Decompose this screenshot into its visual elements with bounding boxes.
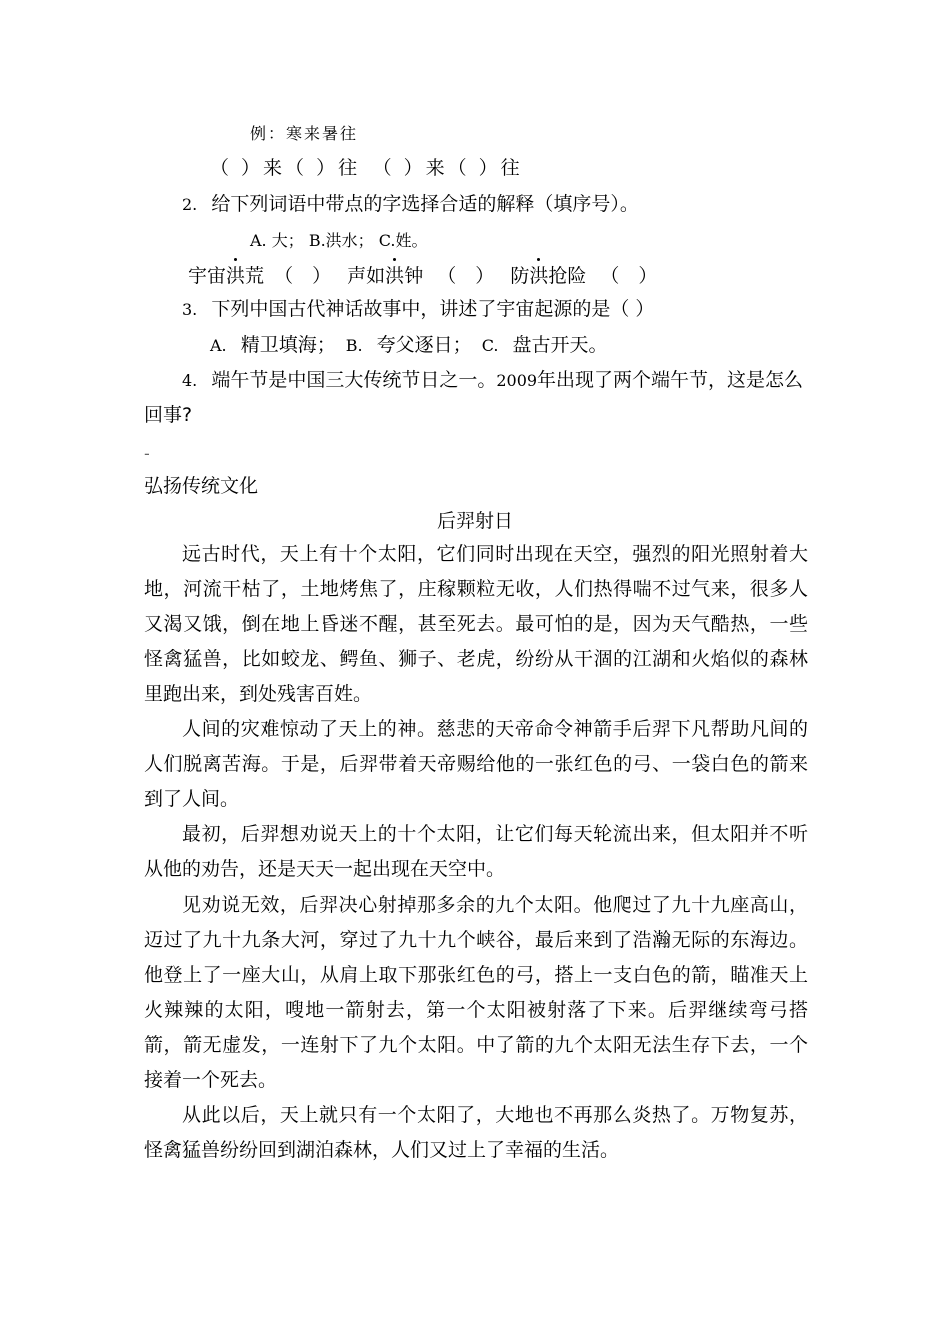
question-number: 4.	[182, 371, 198, 390]
question-number: 2.	[182, 195, 198, 214]
question-4-line2: 回事?	[144, 404, 193, 426]
section-title: 弘扬传统文化	[144, 475, 259, 497]
story-paragraph: 远古时代，天上有十个太阳，它们同时出现在天空，强烈的阳光照射着大地，河流干枯了，土地烤焦了，庄稼颗粒无收，人们热得喘不过气来，很多人又渴又饿，倒在地上昏迷不醒，甚至死去。最可怕的是，因为天气酷热，一些怪禽猛兽，比如蛟龙、鳄鱼、狮子、老虎，纷纷从干涸的江湖和火焰似的森林里跑出来，到处残害百姓。	[144, 543, 808, 705]
question-2	[182, 192, 639, 217]
story-title: 后羿射日	[436, 510, 513, 532]
q2-options: A. 大； B.洪水； C.姓。	[250, 231, 428, 250]
question-4: 4. 端午节是中国三大传统节日之一。2009年出现了两个端午节，这是怎么	[182, 369, 804, 391]
example-text: 例：寒来暑往	[250, 124, 359, 143]
fill-blank-line: （ ）来（ ）往 （ ）来（ ）往	[210, 157, 523, 179]
answer-blank[interactable]: （ ）	[274, 265, 332, 287]
story-paragraph: 从此以后，天上就只有一个太阳了，大地也不再那么炎热了。万物复苏，怪禽猛兽纷纷回到湖泊森林，人们又过上了幸福的生活。	[144, 1104, 808, 1161]
story-paragraph: 人间的灾难惊动了天上的神。慈悲的天帝命令神箭手后羿下凡帮助凡间的人们脱离苦海。于是，后羿带着天帝赐给他的一张红色的弓、一袋白色的箭来到了人间。	[144, 718, 808, 810]
answer-blank[interactable]: （ ）	[600, 265, 658, 287]
story-paragraph: 见劝说无效，后羿决心射掉那多余的九个太阳。他爬过了九十九座高山，迈过了九十九条大河，穿过了九十九个峡谷，最后来到了浩瀚无际的东海边。他登上了一座大山，从肩上取下那张红色的弓，搭上一支白色的箭，瞄准天上火辣辣的太阳，嗖地一箭射去，第一个太阳被射落了下来。后羿继续弯弓搭箭，箭无虚发，一连射下了九个太阳。中了箭的九个太阳无法生存下去，一个接着一个死去。	[144, 894, 808, 1091]
word-3: 防洪抢险	[510, 265, 587, 287]
question-number: 3.	[182, 300, 198, 319]
word-1: 宇宙洪荒	[188, 265, 265, 287]
story-paragraph: 最初，后羿想劝说天上的十个太阳，让它们每天轮流出来，但太阳并不听从他的劝告，还是天天一起出现在天空中。	[144, 823, 808, 880]
answer-blank[interactable]: （ ）	[437, 265, 495, 287]
question-text: 给下列词语中带点的字选择合适的解释（填序号）。	[211, 193, 639, 215]
word-2: 声如洪钟	[347, 265, 424, 287]
question-text: 下列中国古代神话故事中，讲述了宇宙起源的是（ ）	[211, 298, 655, 320]
question-3	[182, 297, 654, 322]
q3-options: A. 精卫填海； B. 夸父逐日； C. 盘古开天。	[210, 334, 608, 356]
dash-mark: -	[144, 444, 150, 463]
q2-words	[188, 264, 657, 288]
